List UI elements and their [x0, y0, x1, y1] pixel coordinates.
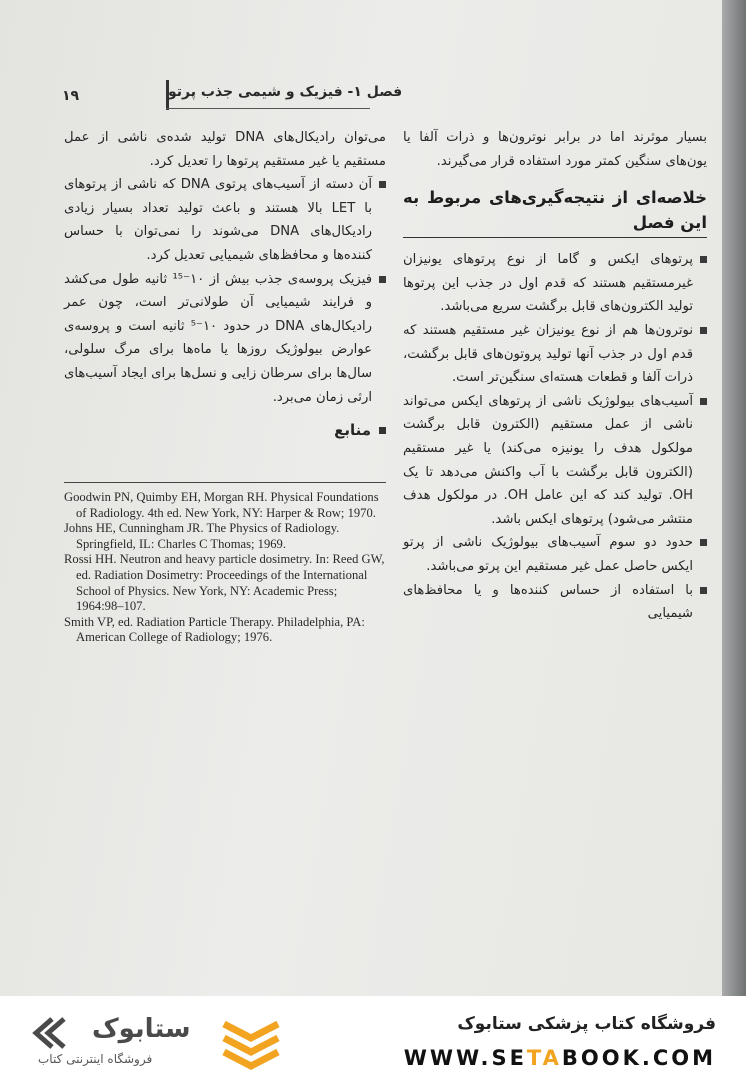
references-rule: [64, 482, 386, 483]
summary-bullet: فیزیک پروسه‌ی جذب بیش از ۱۰⁻¹⁵ ثانیه طول می‌کشد و فرایند شیمیایی آن طولانی‌تر است، چون عمر رادیکال‌های DNA در حدود ۱۰⁻⁵ ثانیه است و پروسه‌ی عوارض بیولوژیک روزها یا ماه‌ها برای مرگ سلولی، سال‌ها برای سرطان زایی و نسل‌ها برای ایجاد آسیب‌های ارثی زمان می‌برد.: [64, 268, 386, 410]
bleed-through: [392, 90, 692, 108]
store-name: فروشگاه کتاب پزشکی ستابوک: [457, 1014, 716, 1034]
reference-item: Smith VP, ed. Radiation Particle Therapy. Philadelphia, PA: American College of Radiology; 1976.: [64, 614, 365, 645]
intro-paragraph: بسیار موثرند اما در برابر نوترون‌ها و ذرات آلفا یا یون‌های سنگین کمتر مورد استفاده قرار می‌گیرند.: [403, 130, 707, 169]
logo-subtitle: فروشگاه اینترنتی کتاب: [38, 1052, 153, 1066]
references-heading: [64, 421, 386, 439]
continuation-paragraph: می‌توان رادیکال‌های DNA تولید شده‌ی ناشی از عمل مستقیم یا غیر مستقیم پرتوها را تعدیل کرد.: [64, 130, 386, 169]
logo-text: ستابوک: [92, 1014, 191, 1044]
url-start: WWW.SE: [403, 1046, 527, 1070]
header-rule: [166, 108, 370, 109]
summary-bullet: آن دسته از آسیب‌های پرتوی DNA که ناشی از پرتوهای با LET بالا هستند و باعث تولید تعداد بسیار زیادی رادیکال‌های DNA می‌شوند را نمی‌توان با حساس کننده‌ها و محافظ‌های شیمیایی تعدیل کرد.: [64, 173, 386, 267]
summary-bullet: نوترون‌ها هم از نوع یونیزان غیر مستقیم هستند که قدم اول در جذب آنها تولید پروتون‌های قابل برگشت، ذرات آلفا و قطعات هسته‌ای سنگین‌تر است.: [403, 319, 707, 390]
page-edge: [722, 0, 746, 996]
chapter-title: فصل ۱- فیزیک و شیمی جذب پرتو: [168, 84, 403, 100]
summary-bullet: آسیب‌های بیولوژیک ناشی از پرتوهای ایکس می‌تواند ناشی از عمل مستقیم (الکترون قابل برگشت مولکول هدف را یونیزه می‌کند) یا غیر مستقیم (الکترون قابل برگشت با آب واکنش می‌دهد تا یک OH. تولید کند که این عامل OH. در مولکول هدف منتشر می‌شود) پرتوهای ایکس باشد.: [403, 390, 707, 532]
section-rule: [403, 237, 707, 238]
url-end: BOOK.COM: [561, 1046, 716, 1070]
chevron-stack-icon: [216, 1018, 286, 1078]
page-number: ۱۹: [62, 88, 80, 104]
logo-icon: [32, 1015, 88, 1055]
summary-bullet: پرتوهای ایکس و گاما از نوع پرتوهای یونیزان غیرمستقیم هستند که قدم اول در جذب این پرتوها تولید الکترون‌های قابل برگشت سریع می‌باشد.: [403, 248, 707, 319]
square-bullet-icon: [379, 427, 386, 434]
url-highlight: TA: [526, 1046, 562, 1070]
left-column: [64, 126, 386, 439]
section-title: خلاصه‌ای از نتیجه‌گیری‌های مربوط به این فصل: [403, 188, 707, 233]
reference-item: Rossi HH. Neutron and heavy particle dosimetry. In: Reed GW, ed. Radiation Dosimetry: Proceedings of the International School of Physics. New York, NY: Academic Press; 1964:98–107.: [64, 552, 385, 614]
right-column: [403, 126, 707, 626]
summary-bullet: حدود دو سوم آسیب‌های بیولوژیک ناشی از پرتو ایکس حاصل عمل غیر مستقیم این پرتو می‌باشد.: [403, 531, 707, 578]
references-list: [64, 490, 386, 646]
reference-item: Johns HE, Cunningham JR. The Physics of Radiology. Springfield, IL: Charles C Thomas; 1969.: [64, 521, 340, 551]
store-url[interactable]: [404, 1046, 716, 1070]
reference-item: Goodwin PN, Quimby EH, Morgan RH. Physical Foundations of Radiology. 4th ed. New York, NY: Harper & Row; 1970.: [64, 490, 379, 520]
summary-bullet: با استفاده از حساس کننده‌ها و یا محافظ‌های شیمیایی: [403, 579, 707, 626]
references-title: منابع: [334, 421, 371, 440]
